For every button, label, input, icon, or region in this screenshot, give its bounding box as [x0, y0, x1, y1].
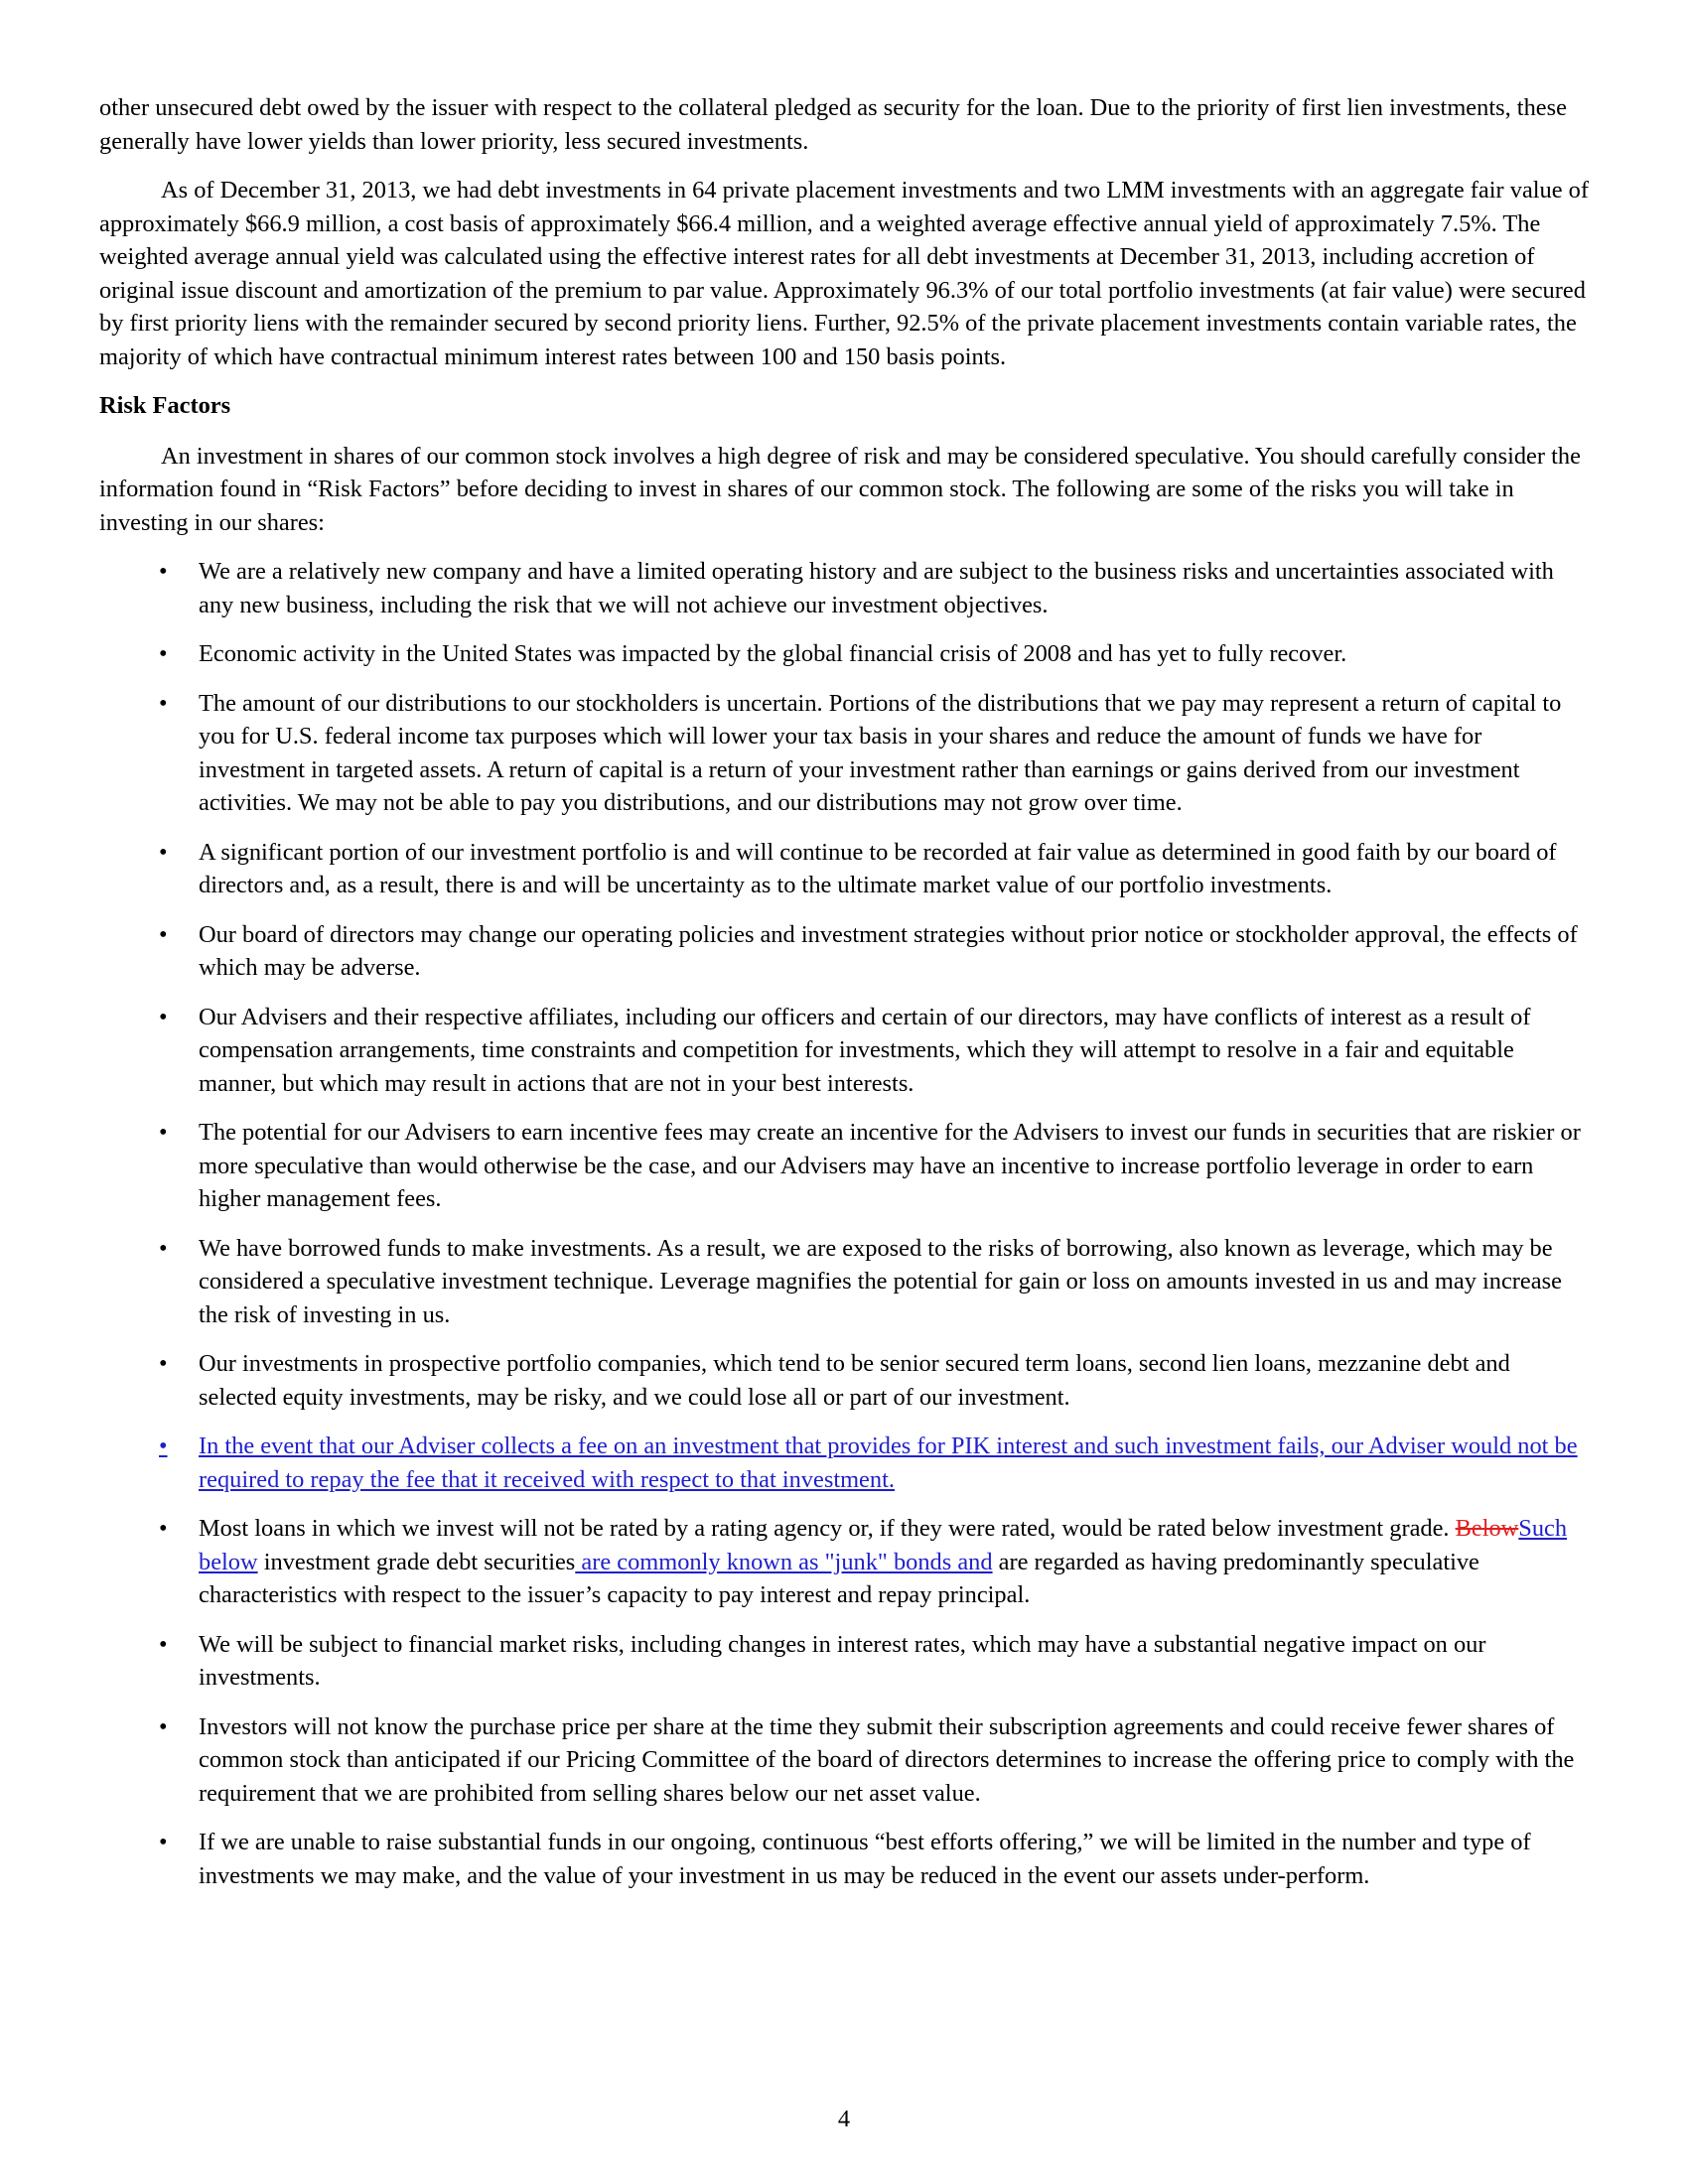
document-page [99, 91, 1589, 1908]
deleted-text: Below [1455, 1515, 1519, 1542]
bullet-icon: • [159, 920, 168, 948]
rating-risk-text-part3: are regarded as having predominantly speculative characteristics with respect to the issuer’s capacity to pay interest and repay principal. [199, 1548, 1479, 1608]
inserted-risk-item [99, 1430, 1589, 1496]
risk-item-text: Our board of directors may change our operating policies and investment strategies without prior notice or stockholder approval, the effects of which may be adverse. [199, 920, 1578, 981]
risk-item-text: We will be subject to financial market risks, including changes in interest rates, which may have a substantial negative impact on our investments. [199, 1630, 1486, 1691]
portfolio-paragraph: As of December 31, 2013, we had debt investments in 64 private placement investments and two LMM investments with an aggregate fair value of approximately $66.9 million, a cost basis of approximately $66.4 million, and a weighted average effective annual yield of approximately 7.5%. The weighted average annual yield was calculated using the effective interest rates for all debt investments at December 31, 2013, including accretion of original issue discount and amortization of the premium to par value. Approximately 96.3% of our total portfolio investments (at fair value) were secured by first priority liens with the remainder secured by second priority liens. Further, 92.5% of the private placement investments contain variable rates, the majority of which have contractual minimum interest rates between 100 and 150 basis points. [99, 177, 1589, 370]
bullet-icon: • [159, 1350, 168, 1377]
risk-item-text: A significant portion of our investment portfolio is and will continue to be recorded at fair value as determined in good faith by our board of directors and, as a result, there is and will be uncertainty as to the ultimate market value of our portfolio investments. [199, 838, 1557, 898]
page-number: 4 [837, 2106, 851, 2132]
rating-risk-text-part2: investment grade debt securities [257, 1548, 576, 1575]
inserted-text: Such below [199, 1515, 1568, 1575]
risk-item [99, 1628, 1589, 1695]
risk-item [99, 836, 1589, 902]
intro-paragraph: other unsecured debt owed by the issuer with respect to the collateral pledged as security for the loan. Due to the priority of first lien investments, these generally have lower yields than lower priority, less secured investments. [99, 94, 1567, 155]
risk-item-text: Investors will not know the purchase price per share at the time they submit their subscription agreements and could receive fewer shares of common stock than anticipated if our Pricing Committee of the board of directors determines to increase the offering price to comply with the requirement that we are prohibited from selling shares below our net asset value. [199, 1712, 1575, 1807]
bullet-icon: • [159, 1119, 168, 1146]
bullet-icon: • [159, 640, 168, 667]
risk-item-text: Our investments in prospective portfolio companies, which tend to be senior secured term loans, second lien loans, mezzanine debt and selected equity investments, may be risky, and we could lose all or part of our investment. [199, 1350, 1510, 1411]
risk-factor-list [99, 555, 1589, 1892]
bullet-icon: • [159, 1234, 168, 1262]
risk-item-rating [99, 1512, 1589, 1612]
bullet-icon: • [159, 689, 168, 717]
rating-risk-text-part1: Most loans in which we invest will not be rated by a rating agency or, if they were rated, would be rated below investment grade. [199, 1515, 1456, 1542]
risk-item [99, 1710, 1589, 1811]
risk-item-text: If we are unable to raise substantial funds in our ongoing, continuous “best efforts offering,” we will be limited in the number and type of investments we may make, and the value of your investment in us may be reduced in the event our assets under-perform. [199, 1829, 1531, 1889]
bullet-icon: • [159, 1630, 168, 1658]
risk-item-text: Our Advisers and their respective affiliates, including our officers and certain of our directors, may have conflicts of interest as a result of compensation arrangements, time constraints and competition for investments, which they will attempt to resolve in a fair and equitable manner, but which may result in actions that are not in your best interests. [199, 1003, 1531, 1097]
risk-item [99, 687, 1589, 820]
inserted-text: are commonly known as "junk" bonds and [575, 1548, 993, 1575]
risk-item [99, 1001, 1589, 1101]
risk-item-text: Economic activity in the United States was impacted by the global financial crisis of 2008 and has yet to fully recover. [199, 640, 1347, 667]
bullet-icon: • [159, 1003, 168, 1030]
bullet-icon: • [159, 1433, 168, 1459]
risk-item-text: The amount of our distributions to our stockholders is uncertain. Portions of the distributions that we pay may represent a return of capital to you for U.S. federal income tax purposes which will lower your tax basis in your shares and reduce the amount of funds we have for investment in targeted assets. A return of capital is a return of your investment rather than earnings or gains derived from our investment activities. We may not be able to pay you distributions, and our distributions may not grow over time. [199, 689, 1562, 816]
bullet-icon: • [159, 838, 168, 866]
risk-item [99, 1347, 1589, 1414]
risk-item-text: We are a relatively new company and have a limited operating history and are subject to the business risks and uncertainties associated with any new business, including the risk that we will not achieve our investment objectives. [199, 558, 1554, 618]
risk-item [99, 1116, 1589, 1216]
bullet-icon: • [159, 1712, 168, 1740]
risk-item [99, 1232, 1589, 1332]
risk-item [99, 637, 1589, 671]
risk-item-text: The potential for our Advisers to earn incentive fees may create an incentive for the Advisers to invest our funds in securities that are riskier or more speculative than would otherwise be the case, and our Advisers may have an incentive to increase portfolio leverage in order to earn higher management fees. [199, 1119, 1581, 1212]
risk-item-text: We have borrowed funds to make investments. As a result, we are exposed to the risks of borrowing, also known as leverage, which may be considered a speculative investment technique. Leverage magnifies the potential for gain or loss on amounts invested in us and may increase the risk of investing in us. [199, 1234, 1562, 1328]
bullet-icon: • [159, 558, 168, 585]
risk-item [99, 918, 1589, 985]
bullet-icon: • [159, 1829, 168, 1855]
risk-item [99, 555, 1589, 621]
risk-intro-paragraph: An investment in shares of our common stock involves a high degree of risk and may be considered speculative. You should carefully consider the information found in “Risk Factors” before deciding to invest in shares of our common stock. The following are some of the risks you will take in investing in our shares: [99, 442, 1581, 536]
risk-item [99, 1826, 1589, 1892]
bullet-icon: • [159, 1515, 168, 1542]
section-heading-risk-factors: Risk Factors [99, 392, 231, 419]
inserted-risk-text: In the event that our Adviser collects a fee on an investment that provides for PIK interest and such investment fails, our Adviser would not be required to repay the fee that it received with respect to that investment. [199, 1433, 1578, 1493]
